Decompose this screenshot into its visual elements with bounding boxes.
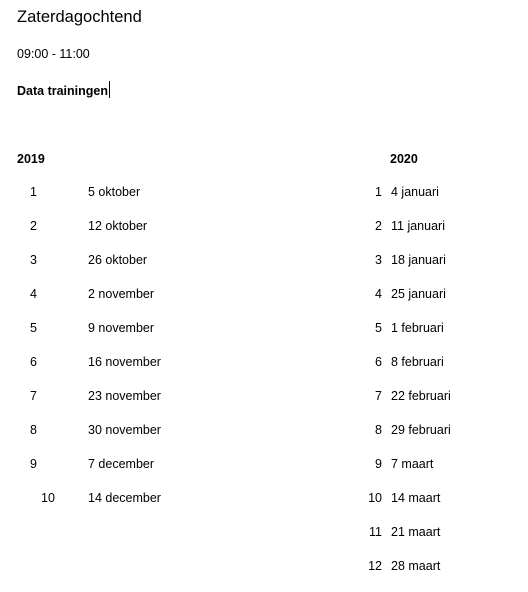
list-item[interactable] — [0, 387, 260, 421]
item-number: 2 — [375, 219, 382, 233]
item-number: 8 — [30, 423, 37, 437]
text-cursor — [109, 81, 110, 98]
item-number: 5 — [30, 321, 37, 335]
section-heading[interactable] — [17, 81, 110, 100]
list-item[interactable] — [0, 217, 260, 251]
list-item[interactable] — [0, 319, 260, 353]
list-item[interactable] — [350, 523, 528, 557]
item-date[interactable]: 12 oktober — [88, 219, 148, 233]
list-item[interactable] — [350, 285, 528, 319]
document-title[interactable]: Zaterdagochtend — [17, 8, 142, 26]
list-item[interactable] — [0, 455, 260, 489]
list-item[interactable] — [350, 387, 528, 421]
year-2020-label[interactable]: 2020 — [390, 152, 418, 166]
time-range[interactable]: 09:00 - 11:00 — [17, 47, 90, 61]
item-date[interactable]: 7 maart — [391, 457, 434, 471]
list-item[interactable] — [350, 217, 528, 251]
year-2019-label[interactable]: 2019 — [17, 152, 45, 166]
item-date[interactable]: 11 januari — [391, 219, 445, 233]
item-date[interactable]: 26 oktober — [88, 253, 148, 267]
list-item[interactable] — [0, 251, 260, 285]
list-item[interactable] — [350, 455, 528, 489]
schedule-2019-list — [0, 183, 260, 523]
item-number: 9 — [30, 457, 37, 471]
item-date[interactable]: 18 januari — [391, 253, 446, 267]
item-date[interactable]: 25 januari — [391, 287, 446, 301]
item-date[interactable]: 14 december — [88, 491, 161, 505]
schedule-2020-list — [350, 183, 528, 591]
item-date[interactable]: 7 december — [88, 457, 155, 471]
list-item[interactable] — [350, 557, 528, 591]
list-item[interactable] — [0, 421, 260, 455]
item-date[interactable]: 14 maart — [391, 491, 441, 505]
item-number: 2 — [30, 219, 37, 233]
item-date[interactable]: 21 maart — [391, 525, 441, 539]
item-date[interactable]: 2 november — [88, 287, 155, 301]
list-item[interactable] — [0, 285, 260, 319]
item-number: 4 — [30, 287, 37, 301]
item-number: 6 — [375, 355, 382, 369]
item-number: 7 — [30, 389, 37, 403]
list-item[interactable] — [350, 251, 528, 285]
list-item[interactable] — [350, 183, 528, 217]
item-number: 1 — [30, 185, 37, 199]
item-date[interactable]: 9 november — [88, 321, 155, 335]
item-number: 8 — [375, 423, 382, 437]
list-item[interactable] — [350, 421, 528, 455]
item-date[interactable]: 8 februari — [391, 355, 444, 369]
item-number: 5 — [375, 321, 382, 335]
item-number: 9 — [375, 457, 382, 471]
list-item[interactable] — [350, 353, 528, 387]
list-item[interactable] — [0, 489, 260, 523]
item-number: 7 — [375, 389, 382, 403]
list-item[interactable] — [0, 353, 260, 387]
item-number: 4 — [375, 287, 382, 301]
item-date[interactable]: 28 maart — [391, 559, 441, 573]
item-date[interactable]: 29 februari — [391, 423, 451, 437]
item-number: 6 — [30, 355, 37, 369]
section-heading-text[interactable]: Data trainingen — [17, 84, 108, 98]
item-number: 3 — [375, 253, 382, 267]
item-number: 3 — [30, 253, 37, 267]
list-item[interactable] — [0, 183, 260, 217]
item-number: 12 — [368, 559, 382, 573]
item-number: 1 — [375, 185, 382, 199]
item-date[interactable]: 1 februari — [391, 321, 444, 335]
list-item[interactable] — [350, 489, 528, 523]
item-date[interactable]: 22 februari — [391, 389, 451, 403]
item-date[interactable]: 16 november — [88, 355, 161, 369]
item-date[interactable]: 4 januari — [391, 185, 439, 199]
item-number: 10 — [368, 491, 382, 505]
item-date[interactable]: 30 november — [88, 423, 161, 437]
item-number: 11 — [369, 525, 382, 539]
item-number: 10 — [41, 491, 55, 505]
list-item[interactable] — [350, 319, 528, 353]
item-date[interactable]: 23 november — [88, 389, 161, 403]
item-date[interactable]: 5 oktober — [88, 185, 141, 199]
